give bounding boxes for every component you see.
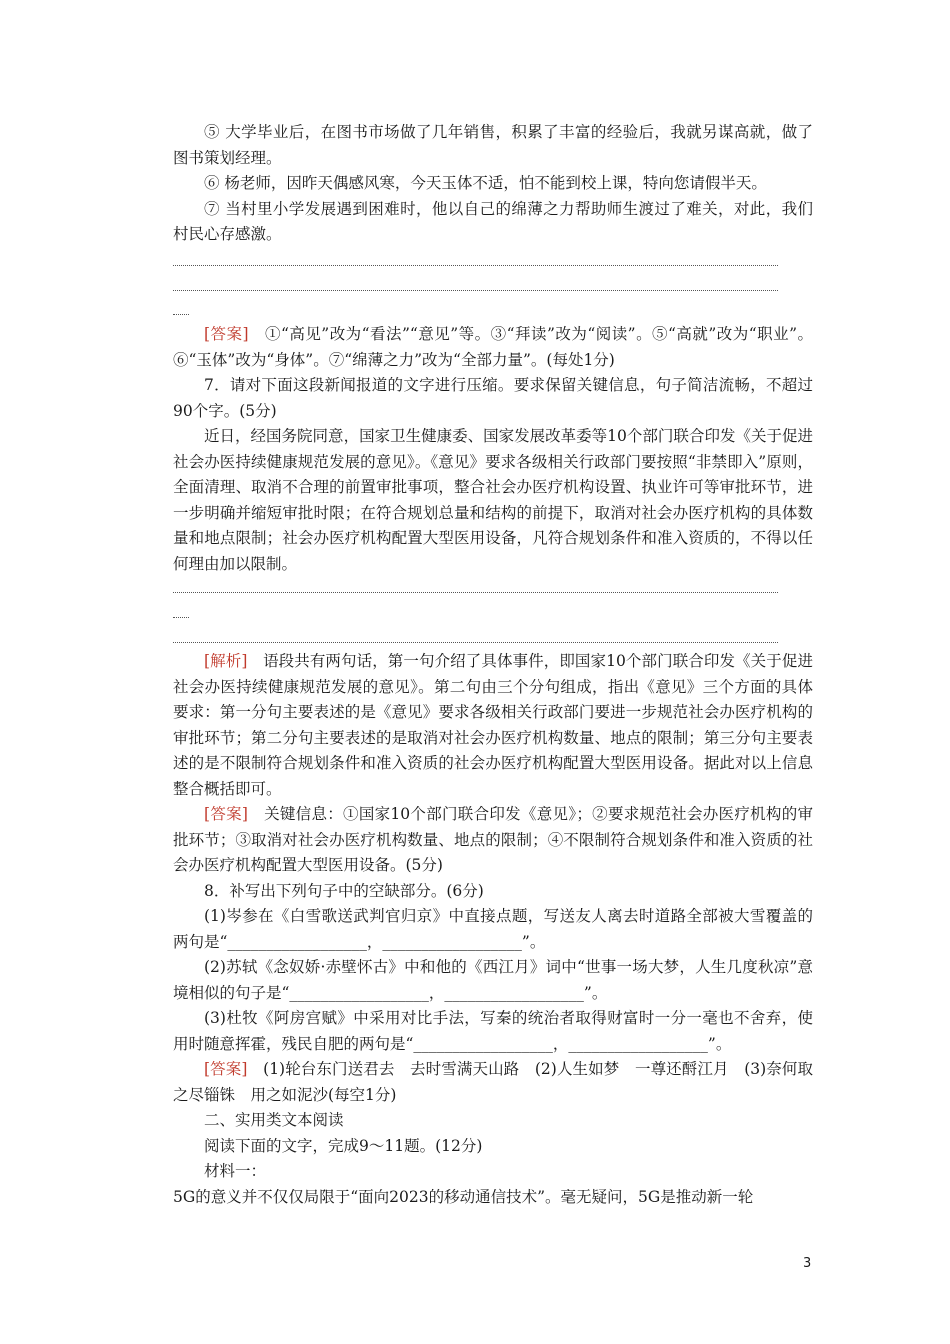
answer-line <box>173 642 778 643</box>
answer-block-1 <box>173 322 813 577</box>
answer-paragraph <box>173 1057 813 1108</box>
question-7-passage: 近日，经国务院同意，国家卫生健康委、国家发展改革委等10个部门联合印发《关于促进社会办医持续健康规范发展的意见》。《意见》要求各级相关行政部门要按照“非禁即入”原则，全面清理、取消不合理的前置审批事项，整合社会办医疗机构设置、执业许可等审批环节，进一步明确并缩短审批时限；在符合规划总量和结构的前提下，取消对社会办医疗机构的具体数量和地点限制；社会办医疗机构配置大型医用设备，凡符合规划条件和准入资质的，不得以任何理由加以限制。 <box>173 427 813 573</box>
answer-line <box>173 314 189 315</box>
item-7: ⑦ 当村里小学发展遇到困难时，他以自己的绵薄之力帮助师生渡过了难关，对此，我们村民心存感激。 <box>173 199 813 243</box>
material-first-line: 5G的意义并不仅仅局限于“面向2023的移动通信技术”。毫无疑问，5G是推动新一轮 <box>173 1187 754 1206</box>
analysis-answer-block <box>173 649 813 1210</box>
answer-line <box>173 265 778 266</box>
top-items <box>173 120 813 248</box>
answer-tag: [答案] <box>204 1060 248 1078</box>
answer-tag: [答案] <box>204 325 249 343</box>
section-title: 二、实用类文本阅读 <box>204 1111 344 1129</box>
item-6: ⑥ 杨老师，因昨天偶感风寒，今天玉体不适，怕不能到校上课，特向您请假半天。 <box>204 174 767 192</box>
question-8-item-3: (3)杜牧《阿房宫赋》中采用对比手法，写秦的统治者取得财富时一分一毫也不舍弃，使用时随意挥霍，残民自肥的两句是“__________________，__________________”。 <box>173 1009 813 1053</box>
question-8-item-2: (2)苏轼《念奴娇·赤壁怀古》中和他的《西江月》词中“世事一场大梦，人生几度秋凉”意境相似的句子是“__________________，__________________”。 <box>173 958 813 1002</box>
page-number: 3 <box>803 1256 812 1271</box>
answer-paragraph <box>173 322 813 373</box>
question-8-item-1: (1)岑参在《白雪歌送武判官归京》中直接点题，写送友人离去时道路全部被大雪覆盖的两句是“__________________，__________________”。 <box>173 907 813 951</box>
answer-text: (1)轮台东门送君去 去时雪满天山路 (2)人生如梦 一尊还酹江月 (3)奈何取之尽锱铢 用之如泥沙(每空1分) <box>173 1060 813 1104</box>
analysis-tag: [解析] <box>204 652 248 670</box>
analysis-text: 语段共有两句话，第一句介绍了具体事件，即国家10个部门联合印发《关于促进社会办医持续健康规范发展的意见》。第二句由三个分句组成，指出《意见》三个方面的具体要求：第一分句主要表述的是《意见》要求各级相关行政部门要进一步规范社会办医疗机构的审批环节；第二分句主要表述的是取消对社会办医疗机构数量、地点的限制；第三分句主要表述的是不限制符合规划条件和准入资质的社会办医疗机构配置大型医用设备。据此对以上信息整合概括即可。 <box>173 652 813 798</box>
answer-text: 关键信息：①国家10个部门联合印发《意见》；②要求规范社会办医疗机构的审批环节；③取消对社会办医疗机构数量、地点的限制；④不限制符合规划条件和准入资质的社会办医疗机构配置大型医用设备。(5分) <box>173 805 813 874</box>
item-5: ⑤ 大学毕业后，在图书市场做了几年销售，积累了丰富的经验后，我就另谋高就，做了图书策划经理。 <box>173 123 813 167</box>
section-instruction: 阅读下面的文字，完成9～11题。(12分) <box>204 1136 483 1155</box>
question-7-stem: 7．请对下面这段新闻报道的文字进行压缩。要求保留关键信息，句子简洁流畅，不超过90个字。(5分) <box>173 376 813 420</box>
answer-text: ①“高见”改为“看法”“意见”等。③“拜读”改为“阅读”。⑤“高就”改为“职业”。⑥“玉体”改为“身体”。⑦“绵薄之力”改为“全部力量”。(每处1分) <box>173 325 813 369</box>
question-8-stem: 8．补写出下列句子中的空缺部分。(6分) <box>204 881 484 900</box>
analysis-paragraph <box>173 649 813 802</box>
answer-line <box>173 592 778 593</box>
material-label: 材料一： <box>204 1162 267 1180</box>
answer-line <box>173 290 778 291</box>
answer-line <box>173 617 189 618</box>
answer-paragraph <box>173 802 813 879</box>
answer-tag: [答案] <box>204 805 248 823</box>
